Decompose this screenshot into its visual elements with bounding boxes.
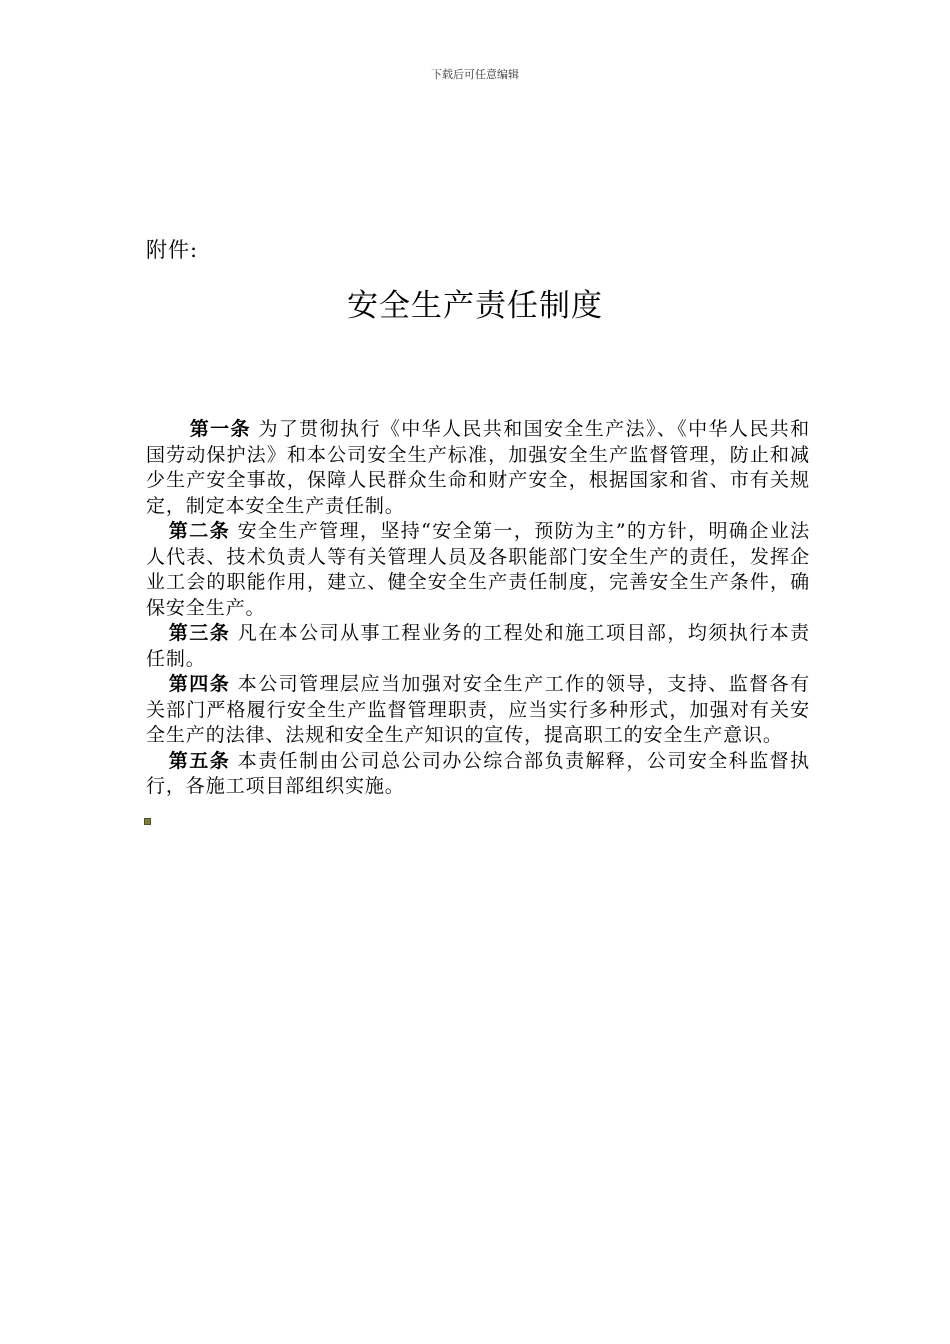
article-text: 凡在本公司从事工程业务的工程处和施工项目部，均须执行本责任制。 (146, 622, 810, 670)
article-number: 第二条 (168, 520, 230, 542)
article-text: 本公司管理层应当加强对安全生产工作的领导，支持、监督各有关部门严格履行安全生产监督管理职责，应当实行多种形式，加强对有关安全生产的法律、法规和安全生产知识的宣传，提高职工的安全生产意识。 (146, 673, 810, 746)
article-3 (146, 621, 810, 672)
article-5 (146, 749, 810, 800)
article-text: 安全生产管理，坚持“安全第一，预防为主”的方针，明确企业法人代表、技术负责人等有关管理人员及各职能部门安全生产的责任，发挥企业工会的职能作用，建立、健全安全生产责任制度，完善安全生产条件，确保安全生产。 (146, 520, 811, 619)
article-2 (146, 519, 810, 621)
document-title: 安全生产责任制度 (347, 288, 603, 324)
article-number: 第四条 (168, 673, 231, 695)
article-number: 第五条 (168, 749, 231, 772)
article-text: 为了贯彻执行《中华人民共和国安全生产法》、《中华人民共和国劳动保护法》和本公司安全生产标准，加强安全生产监督管理，防止和减少生产安全事故，保障人民群众生命和财产安全，根据国家和省、市有关规定，制定本安全生产责任制。 (146, 418, 811, 517)
article-1 (146, 417, 810, 519)
header-note: 下载后可任意编辑 (431, 68, 519, 81)
article-number: 第一条 (189, 418, 251, 440)
document-body (146, 417, 810, 800)
article-4 (146, 672, 810, 749)
article-text: 本责任制由公司总公司办公综合部负责解释，公司安全科监督执行，各施工项目部组织实施。 (146, 749, 810, 797)
embedded-object-icon (144, 818, 151, 825)
attachment-label: 附件: (146, 238, 199, 262)
article-number: 第三条 (168, 622, 231, 644)
